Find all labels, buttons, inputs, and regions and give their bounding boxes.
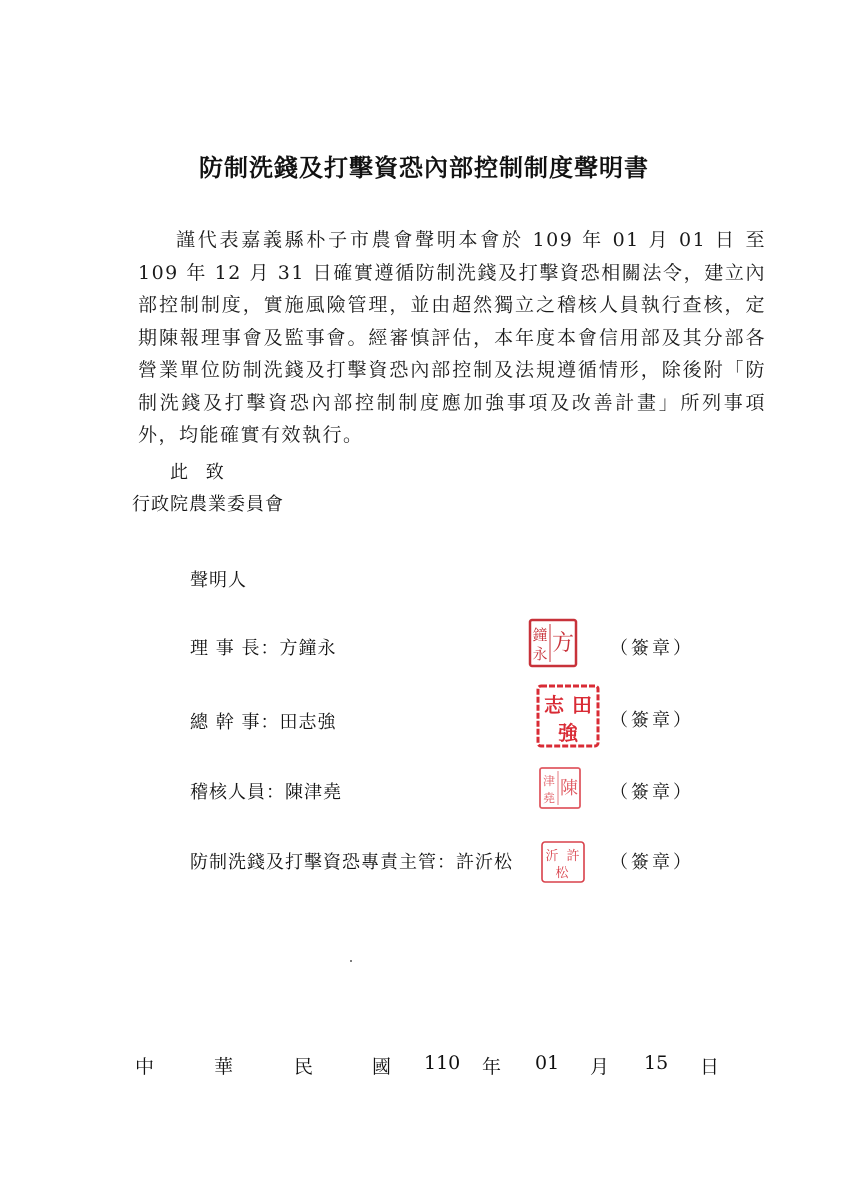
declaration-body: 謹代表嘉義縣朴子市農會聲明本會於 109 年 01 月 01 日 至 109 年 12 月 31 日確實遵循防制洗錢及打擊資恐相關法令，建立內部控制制度，實施風險管理，並由超然獨立之稽核人員執行查核，定期陳報理事會及監事會。經審慎評估，本年度本會信用部及其分部各營業單位防制洗錢及打擊資恐內部控制及法規遵循情形，除後附「防制洗錢及打擊資恐內部控制制度應加強事項及改善計畫」所列事項外，均能確實有效執行。: [138, 229, 766, 446]
document-date: [0, 1052, 848, 1082]
date-month: 01: [535, 1052, 560, 1074]
signatory-role: 理 事 長: [190, 638, 261, 659]
seal-char: 松: [555, 866, 569, 881]
signatory-label: [190, 634, 336, 660]
signatory-aml-officer: [0, 846, 848, 906]
seal-char: 方: [551, 631, 575, 656]
signatory-separator: ：: [437, 852, 456, 873]
signature-mark: （簽章）: [610, 710, 694, 731]
declarant-label: 聲明人: [190, 570, 247, 591]
recipient: 行政院農業委員會: [132, 494, 284, 515]
seal-char: 許: [566, 849, 580, 864]
aml-officer-seal-stamp: [540, 840, 586, 884]
chairman-seal-stamp: [528, 618, 578, 668]
auditor-seal-stamp: [538, 766, 582, 810]
signatory-chairman: [0, 626, 848, 690]
signatory-general-manager: [0, 693, 848, 764]
seal-char: 鐘: [532, 626, 548, 644]
salutation: 此 致: [170, 462, 230, 483]
signatory-name: 陳津堯: [285, 782, 342, 803]
date-day: 15: [644, 1052, 669, 1074]
seal-char: 沂: [545, 849, 559, 864]
general-manager-seal-stamp: [536, 684, 600, 748]
signatory-role: 防制洗錢及打擊資恐專責主管: [190, 852, 437, 873]
date-year-unit: 年: [482, 1056, 502, 1078]
date-era-char: 民: [294, 1056, 314, 1078]
signature-mark: （簽章）: [610, 782, 694, 803]
signature-mark: （簽章）: [610, 852, 694, 873]
signatory-name: 方鐘永: [279, 638, 337, 659]
seal-char: 田: [572, 693, 592, 717]
date-era-char: 國: [372, 1056, 392, 1078]
signature-mark: （簽章）: [610, 638, 694, 659]
signatory-role: 總 幹 事: [190, 712, 261, 733]
signatory-name: 田志強: [279, 712, 337, 733]
date-year: 110: [424, 1052, 461, 1074]
document-title: 防制洗錢及打擊資恐內部控制制度聲明書: [199, 154, 649, 182]
signatory-separator: ：: [260, 712, 280, 733]
seal-char: 志: [544, 693, 564, 717]
signatory-role: 稽核人員: [190, 782, 266, 803]
seal-char: 陳: [560, 778, 578, 799]
signatory-label: [190, 778, 342, 804]
signatory-auditor: [0, 774, 848, 834]
scan-speck: [350, 960, 352, 962]
signatory-separator: ：: [266, 782, 285, 803]
seal-char: 津: [542, 774, 556, 788]
signatory-label: [190, 708, 336, 734]
seal-char: 堯: [542, 791, 556, 805]
seal-char: 永: [532, 645, 548, 663]
date-month-unit: 月: [590, 1056, 610, 1078]
date-day-unit: 日: [700, 1056, 720, 1078]
signatory-name: 許沂松: [456, 852, 513, 873]
signatory-label: [190, 848, 513, 874]
date-era-char: 中: [135, 1056, 155, 1078]
signatory-separator: ：: [260, 638, 280, 659]
date-era-char: 華: [214, 1056, 234, 1078]
seal-char: 強: [558, 721, 578, 745]
